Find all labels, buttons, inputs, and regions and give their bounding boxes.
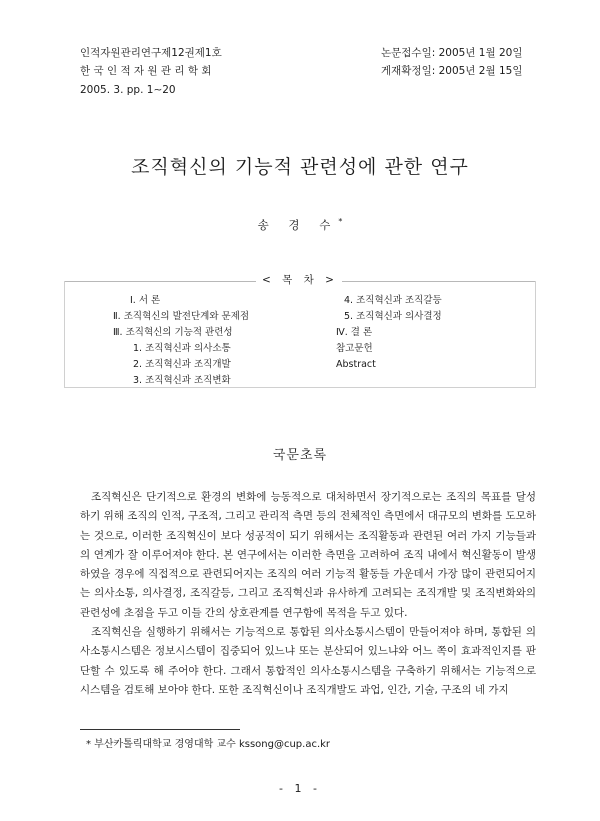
abstract-heading: 국문초록 [272,448,328,463]
toc-item: 참고문헌 [336,343,373,354]
toc-item: 2. 조직혁신과 조직개발 [133,359,231,370]
toc-heading: < 목 차 > [262,274,338,286]
toc-item: 3. 조직혁신과 조직변화 [133,375,231,386]
toc-item: Ⅲ. 조직혁신의 기능적 관련성 [113,327,233,338]
toc-item: Ⅳ. 결 론 [336,327,373,338]
toc-item: Abstract [336,359,376,370]
abstract-body [80,488,536,700]
author-line [0,217,600,233]
abstract-paragraph: 조직혁신은 단기적으로 환경의 변화에 능동적으로 대처하면서 장기적으로는 조직의 목표를 달성하기 위해 조직의 인적, 구조적, 그리고 관리적 측면 등의 전체적인 측면에서 대규모의 변화를 도모하는 것으로, 이러한 조직혁신이 보다 성공적이 되기 위해서는 조직활동과 관련된 여러 가지 기능들과의 연계가 잘 이루어져야 한다. 본 연구에서는 이러한 측면을 고려하여 조직 내에서 혁신활동이 발생하였을 경우에 직접적으로 관련되어지는 조직의 여러 기능적 활동들 가운데서 가장 많이 관련되어지는 의사소통, 의사결정, 조직갈등, 그리고 조직혁신과 유사하게 고려되는 조직개발 및 조직변화와의 관련성에 초점을 두고 이들 간의 상호관계를 연구함에 목적을 두고 있다. [80,491,536,619]
accepted-date: 게재확정일: 2005년 2월 15일 [381,65,523,77]
paper-title: 조직혁신의 기능적 관련성에 관한 연구 [131,156,469,178]
issue-info: 2005. 3. pp. 1∼20 [80,84,176,96]
footnote-rule [80,729,240,730]
abstract-paragraph: 조직혁신을 실행하기 위해서는 기능적으로 통합된 의사소통시스템이 만들어져야 하며, 통합된 의사소통시스템은 정보시스템이 집중되어 있느냐 또는 분산되어 있느냐와 어느 쪽이 효과적인지를 판단할 수 있도록 해 주어야 한다. 그래서 통합적인 의사소통시스템을 구축하기 위해서는 기능적으로 시스템을 검토해 보아야 한다. 또한 조직혁신이나 조직개발도 과업, 인간, 기술, 구조의 네 가지 [80,626,536,696]
toc-item: Ⅰ. 서 론 [130,295,161,306]
toc-item: Ⅱ. 조직혁신의 발전단계와 문제점 [113,311,250,322]
toc-item: 1. 조직혁신과 의사소통 [133,343,231,354]
toc-item: 5. 조직혁신과 의사결정 [344,311,442,322]
footnote: * 부산카톨릭대학교 경영대학 교수 kssong@cup.ac.kr [86,739,331,750]
page-number: - 1 - [279,782,321,795]
author-footnote-mark: * [338,217,343,227]
journal-name: 인적자원관리연구제12권제1호 [80,47,222,59]
received-date: 논문접수일: 2005년 1월 20일 [381,47,523,59]
author-name: 송 경 수 [257,218,339,232]
society-name: 한 국 인 적 자 원 관 리 학 회 [80,65,212,77]
toc-item: 4. 조직혁신과 조직갈등 [344,295,442,306]
